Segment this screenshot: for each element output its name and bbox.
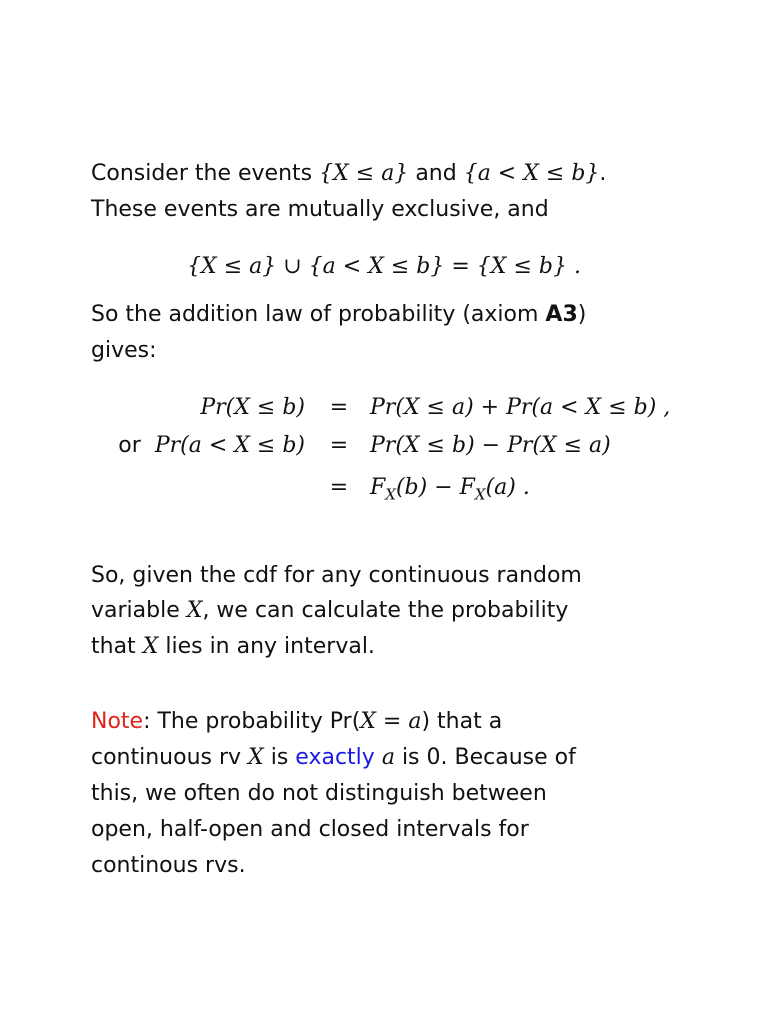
text: variable <box>91 598 180 623</box>
equation-row-2 <box>0 428 768 468</box>
axiom-label: A3 <box>545 302 578 327</box>
equation-lhs: Pr(a < X ≤ b) <box>154 433 305 458</box>
paragraph-3-line-3 <box>91 629 375 665</box>
equation-row-3 <box>0 470 768 510</box>
math-variable: X <box>186 598 203 623</box>
text: that <box>91 634 136 659</box>
subscript: X <box>474 485 486 504</box>
note-line-5: continous rvs. <box>91 853 246 878</box>
text: continuous rv <box>91 745 242 770</box>
paragraph-2-line-2: gives: <box>91 338 157 363</box>
text: (b) − F <box>395 475 475 500</box>
equation-lhs-group <box>118 428 305 464</box>
text: , we can calculate the probability <box>202 598 569 623</box>
paragraph-3-line-1: So, given the cdf for any continuous random <box>91 563 582 588</box>
equals-sign: = <box>329 475 349 500</box>
note-line-3: this, we often do not distinguish between <box>91 781 547 806</box>
paragraph-1-line-1 <box>91 156 606 192</box>
equals-sign: = <box>329 433 349 458</box>
text: ) <box>577 302 587 327</box>
math-event-1: {X ≤ a} <box>319 161 409 186</box>
note-line-2 <box>91 740 576 776</box>
text: is <box>270 745 289 770</box>
text: (a) . <box>485 475 530 500</box>
equals-sign: = <box>329 395 349 420</box>
math-variable: X <box>142 634 159 659</box>
note-line-4: open, half-open and closed intervals for <box>91 817 529 842</box>
equation-lhs-column <box>91 428 305 468</box>
equation-rhs: Pr(X ≤ a) + Pr(a < X ≤ b) , <box>370 395 671 420</box>
equation-rhs <box>370 470 530 506</box>
equation-lhs-column <box>91 390 305 430</box>
emphasis-exactly: exactly <box>295 745 375 770</box>
math-variable: a <box>381 745 395 770</box>
equation-row-1 <box>0 390 768 430</box>
text: . <box>599 161 607 186</box>
text: ) that a <box>421 709 503 734</box>
math-expression: X = a <box>360 709 422 734</box>
note-line-1 <box>91 704 502 740</box>
text: So the addition law of probability (axiom <box>91 302 539 327</box>
paragraph-1-line-2: These events are mutually exclusive, and <box>91 197 549 222</box>
text: Consider the events <box>91 161 313 186</box>
text: F <box>370 475 386 500</box>
text: is 0. Because of <box>401 745 576 770</box>
equation-lhs: Pr(X ≤ b) <box>200 395 305 420</box>
subscript: X <box>385 485 396 504</box>
text: lies in any interval. <box>165 634 375 659</box>
union-equation: {X ≤ a} ∪ {a < X ≤ b} = {X ≤ b} . <box>187 254 581 279</box>
paragraph-2-line-1 <box>91 297 586 333</box>
text: or <box>118 433 141 458</box>
text: and <box>415 161 457 186</box>
math-event-2: {a < X ≤ b} <box>463 161 600 186</box>
note-label: Note <box>91 709 144 734</box>
equation-rhs: Pr(X ≤ b) − Pr(X ≤ a) <box>370 433 611 458</box>
paragraph-3-line-2 <box>91 593 568 629</box>
math-variable: X <box>248 745 264 770</box>
text: : The probability Pr( <box>143 709 361 734</box>
